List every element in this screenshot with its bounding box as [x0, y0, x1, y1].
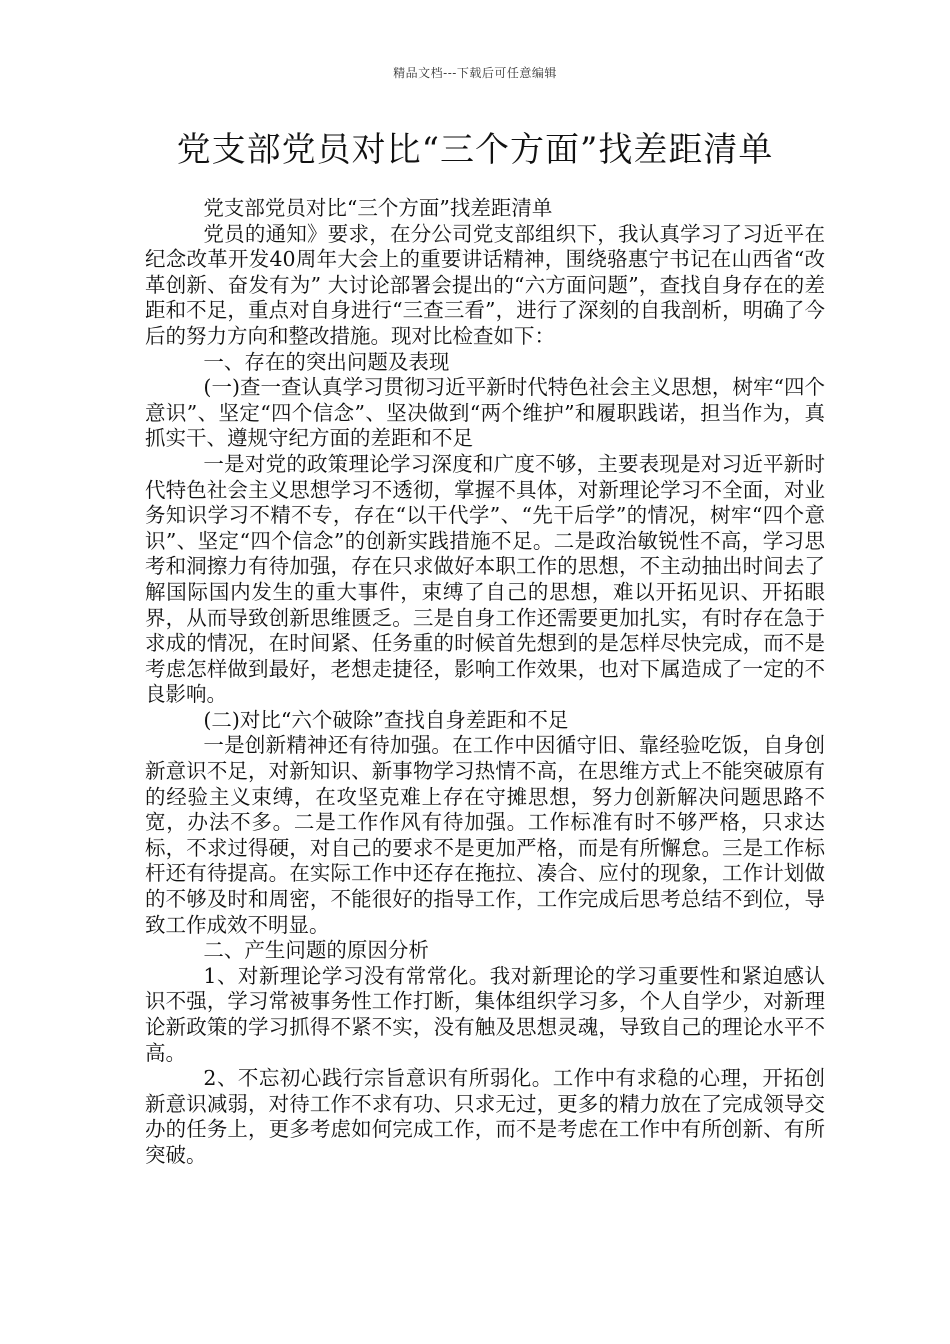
document-title: 党支部党员对比“三个方面”找差距清单 [176, 130, 774, 170]
header-note: 精品文档---下载后可任意编辑 [393, 66, 557, 80]
document-body [145, 196, 825, 1169]
paragraph: 2、不忘初心践行宗旨意识有所弱化。工作中有求稳的心理，开拓创新意识减弱，对待工作不求有功、只求无过，更多的精力放在了完成领导交办的任务上，更多考虑如何完成工作，而不是考虑在工作中有所创新、有所突破。 [145, 1066, 825, 1167]
paragraph: 1、对新理论学习没有常常化。我对新理论的学习重要性和紧迫感认识不强，学习常被事务性工作打断，集体组织学习多，个人自学少，对新理论新政策的学习抓得不紧不实，没有触及思想灵魂，导致自己的理论水平不高。 [145, 963, 825, 1065]
paragraph: (二)对比“六个破除”查找自身差距和不足 [203, 707, 569, 732]
paragraph: 党员的通知》要求，在分公司党支部组织下，我认真学习了习近平在纪念改革开发40周年大会上的重要讲话精神，围绕骆惠宁书记在山西省“改革创新、奋发有为” 大讨论部署会提出的“六方面问题”，查找自身存在的差距和不足，重点对自身进行“三查三看”，进行了深刻的自我剖析，明确了今后的努力方向和整改措施。现对比检查如下： [145, 221, 825, 348]
paragraph: 一是创新精神还有待加强。在工作中因循守旧、靠经验吃饭，自身创新意识不足，对新知识、新事物学习热情不高，在思维方式上不能突破原有的经验主义束缚，在攻坚克难上存在守摊思想，努力创新解决问题思路不宽，办法不多。二是工作作风有待加强。工作标准有时不够严格，只求达标，不求过得硬，对自己的要求不是更加严格，而是有所懈怠。三是工作标杆还有待提高。在实际工作中还存在拖拉、凑合、应付的现象，工作计划做的不够及时和周密，不能很好的指导工作，工作完成后思考总结不到位，导致工作成效不明显。 [145, 733, 825, 937]
paragraph: 二、产生问题的原因分析 [203, 938, 429, 963]
paragraph: 一、存在的突出问题及表现 [203, 349, 450, 374]
paragraph: 党支部党员对比“三个方面”找差距清单 [203, 196, 553, 220]
paragraph: (一)查一查认真学习贯彻习近平新时代特色社会主义思想，树牢“四个意识”、坚定“四个信念”、坚决做到“两个维护”和履职践诺，担当作为，真抓实干、遵规守纪方面的差距和不足 [145, 375, 825, 451]
paragraph: 一是对党的政策理论学习深度和广度不够，主要表现是对习近平新时代特色社会主义思想学习不透彻，掌握不具体，对新理论学习不全面，对业务知识学习不精不专，存在“以干代学”、“先干后学”的情况，树牢“四个意识”、坚定“四个信念”的创新实践措施不足。二是政治敏锐性不高，学习思考和洞擦力有待加强，存在只求做好本职工作的思想，不主动抽出时间去了解国际国内发生的重大事件，束缚了自己的思想，难以开拓见识、开拓眼界，从而导致创新思维匮乏。三是自身工作还需要更加扎实，有时存在急于求成的情况，在时间紧、任务重的时候首先想到的是怎样尽快完成，而不是考虑怎样做到最好，老想走捷径，影响工作效果，也对下属造成了一定的不良影响。 [145, 451, 825, 707]
